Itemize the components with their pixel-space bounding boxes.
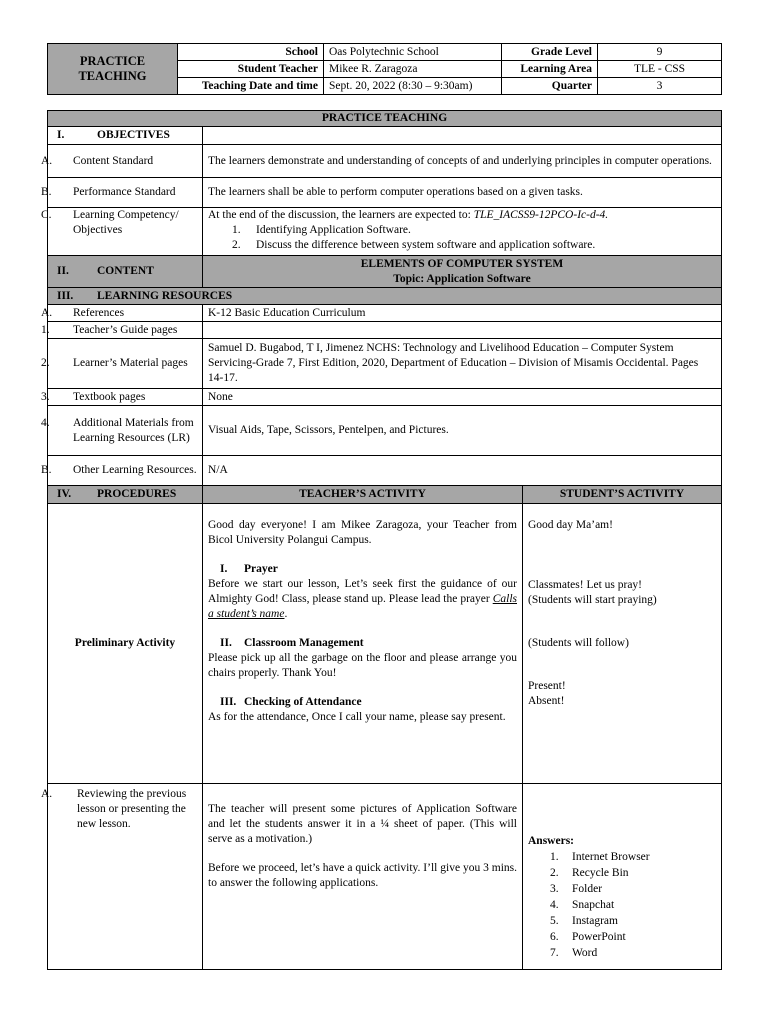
school-value: Oas Polytechnic School [324, 44, 502, 61]
lesson-plan-table [41, 110, 722, 970]
references-label: A. References [48, 305, 203, 322]
list-item: 3. Folder [550, 883, 603, 895]
calls-student-note: Calls a student’s name [208, 593, 517, 620]
content-heading: II. CONTENT [48, 256, 203, 288]
list-item: 6. PowerPoint [550, 931, 626, 943]
header-title: PRACTICE TEACHING [48, 44, 178, 95]
performance-standard-label: B. Performance Standard [48, 178, 203, 208]
objectives-heading: I. OBJECTIVES [48, 127, 203, 145]
learners-material-label: 2. Learner’s Material pages [48, 339, 203, 389]
list-item: 4. Snapchat [550, 899, 615, 911]
textbook-label: 3. Textbook pages [48, 389, 203, 406]
preliminary-teacher-activity: Good day everyone! I am Mikee Zaragoza, your Teacher from Bicol University Polangui Campus. I. Prayer Before we start our lesson, Let’s seek first the guidance of our Almighty God! Class, please stand up. Please lead the prayer Calls a student’s name. II. Classroom Management Please pick up all the garbage on the floor and please arrange you chairs properly. Thank You! III. Checking of Attendance As for the attendance, Once I call your name, please say present. [203, 504, 523, 784]
learning-area-value: TLE - CSS [598, 61, 722, 78]
competency-list [208, 223, 716, 253]
list-item: 1. Identifying Application Software. [232, 224, 411, 236]
preliminary-student-activity: Good day Ma’am! Classmates! Let us pray! (Students will start praying) (Students will follow) Present! Absent! [523, 504, 722, 784]
header-table [47, 43, 722, 95]
content-title: ELEMENTS OF COMPUTER SYSTEM Topic: Application Software [203, 256, 722, 288]
list-item: 7. Word [550, 947, 598, 959]
plan-title: PRACTICE TEACHING [48, 111, 722, 127]
competency-label: C. Learning Competency/ Objectives [48, 208, 203, 256]
classroom-management-heading: II. Classroom Management [220, 637, 364, 649]
textbook-text: None [203, 389, 722, 406]
school-label: School [178, 44, 324, 61]
resources-heading: III. LEARNING RESOURCES [48, 288, 722, 305]
additional-materials-text: Visual Aids, Tape, Scissors, Pentelpen, and Pictures. [203, 406, 722, 456]
grade-value: 9 [598, 44, 722, 61]
date-label: Teaching Date and time [178, 78, 324, 95]
student-activity-heading: STUDENT’S ACTIVITY [523, 486, 722, 504]
teacher-activity-heading: TEACHER’S ACTIVITY [203, 486, 523, 504]
review-teacher-activity: The teacher will present some pictures of Application Software and let the students answer it in a ¼ sheet of paper. (This will serve as a motivation.) Before we proceed, let’s have a quick activity. I’ll give you 3 mins. to answer the following applications. [203, 784, 523, 970]
references-text: K-12 Basic Education Curriculum [203, 305, 722, 322]
content-standard-label: A. Content Standard [48, 145, 203, 178]
learning-area-label: Learning Area [502, 61, 598, 78]
other-resources-text: N/A [203, 456, 722, 486]
competency-code: TLE_IACSS9-12PCO-Ic-d-4. [473, 209, 609, 221]
additional-materials-label: 4. Additional Materials from Learning Resources (LR) [48, 406, 203, 456]
performance-standard-text: The learners shall be able to perform computer operations based on a given tasks. [203, 178, 722, 208]
quarter-value: 3 [598, 78, 722, 95]
procedures-heading: IV. PROCEDURES [48, 486, 203, 504]
learners-material-text: Samuel D. Bugabod, T I, Jimenez NCHS: Technology and Livelihood Education – Computer System Servicing-Grade 7, First Edition, 2020, Department of Education – Division of Misamis Occidental. Pages 14-17. [203, 339, 722, 389]
other-resources-label: B. Other Learning Resources. [48, 456, 203, 486]
answers-list [528, 849, 716, 961]
list-item: 1. Internet Browser [550, 851, 650, 863]
teachers-guide-label: 1. Teacher’s Guide pages [48, 322, 203, 339]
review-student-activity: Answers: 1. Internet Browser 2. Recycle Bin 3. Folder 4. Snapchat 5. Instagram 6. PowerPoint 7. Word [523, 784, 722, 970]
grade-label: Grade Level [502, 44, 598, 61]
preliminary-activity-label: Preliminary Activity [48, 504, 203, 784]
teachers-guide-text [203, 322, 722, 339]
list-item: 5. Instagram [550, 915, 618, 927]
list-item: 2. Discuss the difference between system software and application software. [232, 239, 596, 251]
student-teacher-label: Student Teacher [178, 61, 324, 78]
student-teacher-value: Mikee R. Zaragoza [324, 61, 502, 78]
date-value: Sept. 20, 2022 (8:30 – 9:30am) [324, 78, 502, 95]
content-standard-text: The learners demonstrate and understanding of concepts of and underlying principles in computer operations. [203, 145, 722, 178]
attendance-heading: III. Checking of Attendance [220, 696, 362, 708]
list-item: 2. Recycle Bin [550, 867, 629, 879]
prayer-heading: I. Prayer [220, 563, 278, 575]
review-label: A. Reviewing the previous lesson or presenting the new lesson. [48, 784, 203, 970]
quarter-label: Quarter [502, 78, 598, 95]
competency-text: At the end of the discussion, the learners are expected to: TLE_IACSS9-12PCO-Ic-d-4. 1. Identifying Application Software. 2. Discuss the difference between system software and application software. [203, 208, 722, 256]
